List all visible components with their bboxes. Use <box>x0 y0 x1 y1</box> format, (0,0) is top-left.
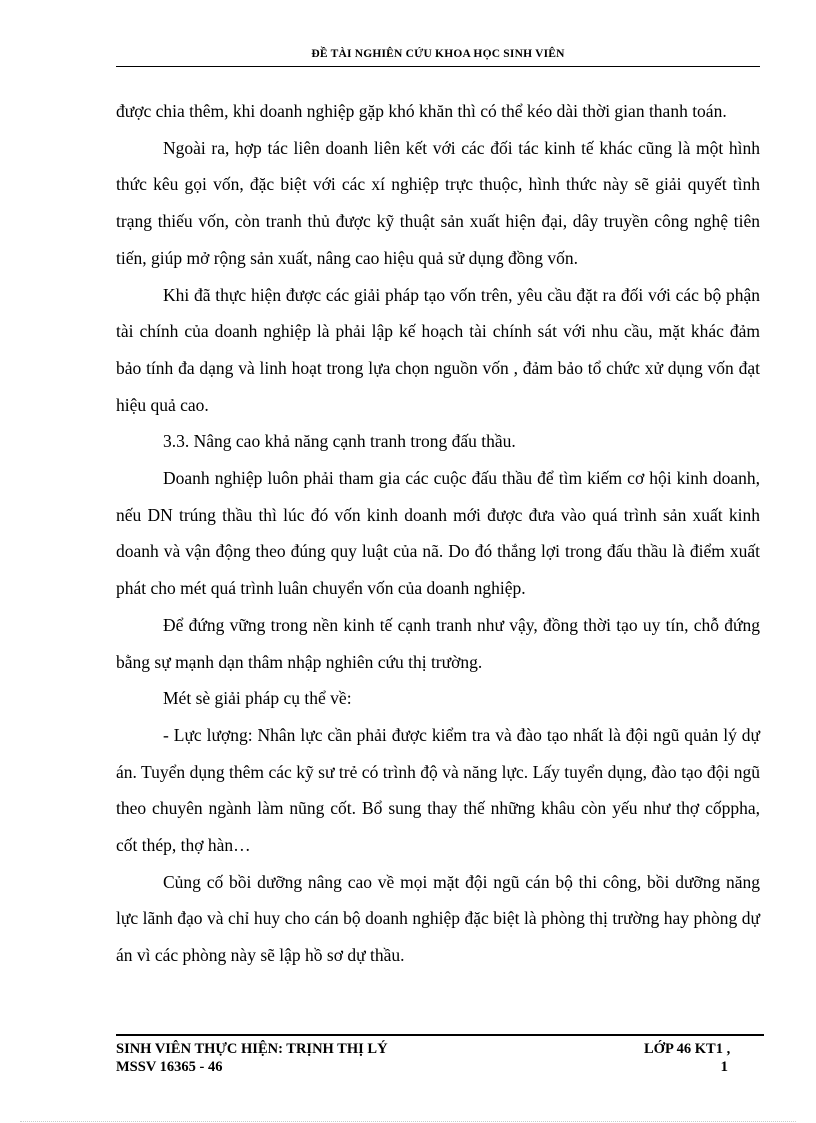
paragraph: Doanh nghiệp luôn phải tham gia các cuộc đấu thầu để tìm kiếm cơ hội kinh doanh, nếu DN trúng thầu thì lúc đó vốn kinh doanh mới được đưa vào quá trình sản xuất kinh doanh và vận động theo đúng quy luật của nã. Do đó thắng lợi trong đấu thầu là điểm xuất phát cho mét quá trình luân chuyển vốn của doanh nghiệp. <box>116 468 760 599</box>
paragraph: - Lực lượng: Nhân lực cần phải được kiểm tra và đào tạo nhất là đội ngũ quản lý dự án. Tuyển dụng thêm các kỹ sư trẻ có trình độ và năng lực. Lấy tuyển dụng, đào tạo đội ngũ theo chuyên ngành làm nũng cốt. Bổ sung thay thế những khâu còn yếu như thợ cốppha, cốt thép, thợ hàn… <box>116 724 760 856</box>
footer-student-id: MSSV 16365 - 46 <box>116 1059 223 1075</box>
footer-divider <box>116 1034 764 1036</box>
document-body <box>116 93 760 974</box>
section-heading: 3.3. Nâng cao khả năng cạnh tranh trong đấu thầu. <box>163 431 516 452</box>
page-header-title: ĐỀ TÀI NGHIÊN CỨU KHOA HỌC SINH VIÊN <box>311 48 565 60</box>
page-edge-divider <box>20 1121 796 1122</box>
paragraph: Khi đã thực hiện được các giải pháp tạo vốn trên, yêu cầu đặt ra đối với các bộ phận tài chính của doanh nghiệp là phải lập kế hoạch tài chính sát với nhu cầu, mặt khác đảm bảo tính đa dạng và linh hoạt trong lựa chọn nguồn vốn , đảm bảo tổ chức xử dụng vốn đạt hiệu quả cao. <box>116 284 760 415</box>
paragraph: được chia thêm, khi doanh nghiệp gặp khó khăn thì có thể kéo dài thời gian thanh toán. <box>116 101 727 121</box>
page-number: 1 <box>720 1059 728 1075</box>
paragraph: Củng cố bồi dưỡng nâng cao về mọi mặt đội ngũ cán bộ thi công, bồi dưỡng năng lực lãnh đạo và chỉ huy cho cán bộ doanh nghiệp đặc biệt là phòng thị trường hay phòng dự án vì các phòng này sẽ lập hồ sơ dự thầu. <box>116 871 760 966</box>
paragraph: Ngoài ra, hợp tác liên doanh liên kết với các đối tác kinh tế khác cũng là một hình thức kêu gọi vốn, đặc biệt với các xí nghiệp trực thuộc, hình thức này sẽ giải quyết tình trạng thiếu vốn, còn tranh thủ được kỹ thuật sản xuất hiện đại, dây truyền công nghệ tiên tiến, giúp mở rộng sản xuất, nâng cao hiệu quả sử dụng đồng vốn. <box>116 137 760 268</box>
footer-student-name: SINH VIÊN THỰC HIỆN: TRỊNH THỊ LÝ <box>116 1041 388 1057</box>
footer-class: LỚP 46 KT1 , <box>644 1041 731 1057</box>
paragraph: Để đứng vững trong nền kinh tế cạnh tranh như vậy, đồng thời tạo uy tín, chỗ đứng bằng sự mạnh dạn thâm nhập nghiên cứu thị trường. <box>116 614 760 672</box>
header-divider <box>116 66 760 67</box>
paragraph: Mét sè giải pháp cụ thể về: <box>163 688 352 709</box>
page-footer <box>116 1040 764 1076</box>
